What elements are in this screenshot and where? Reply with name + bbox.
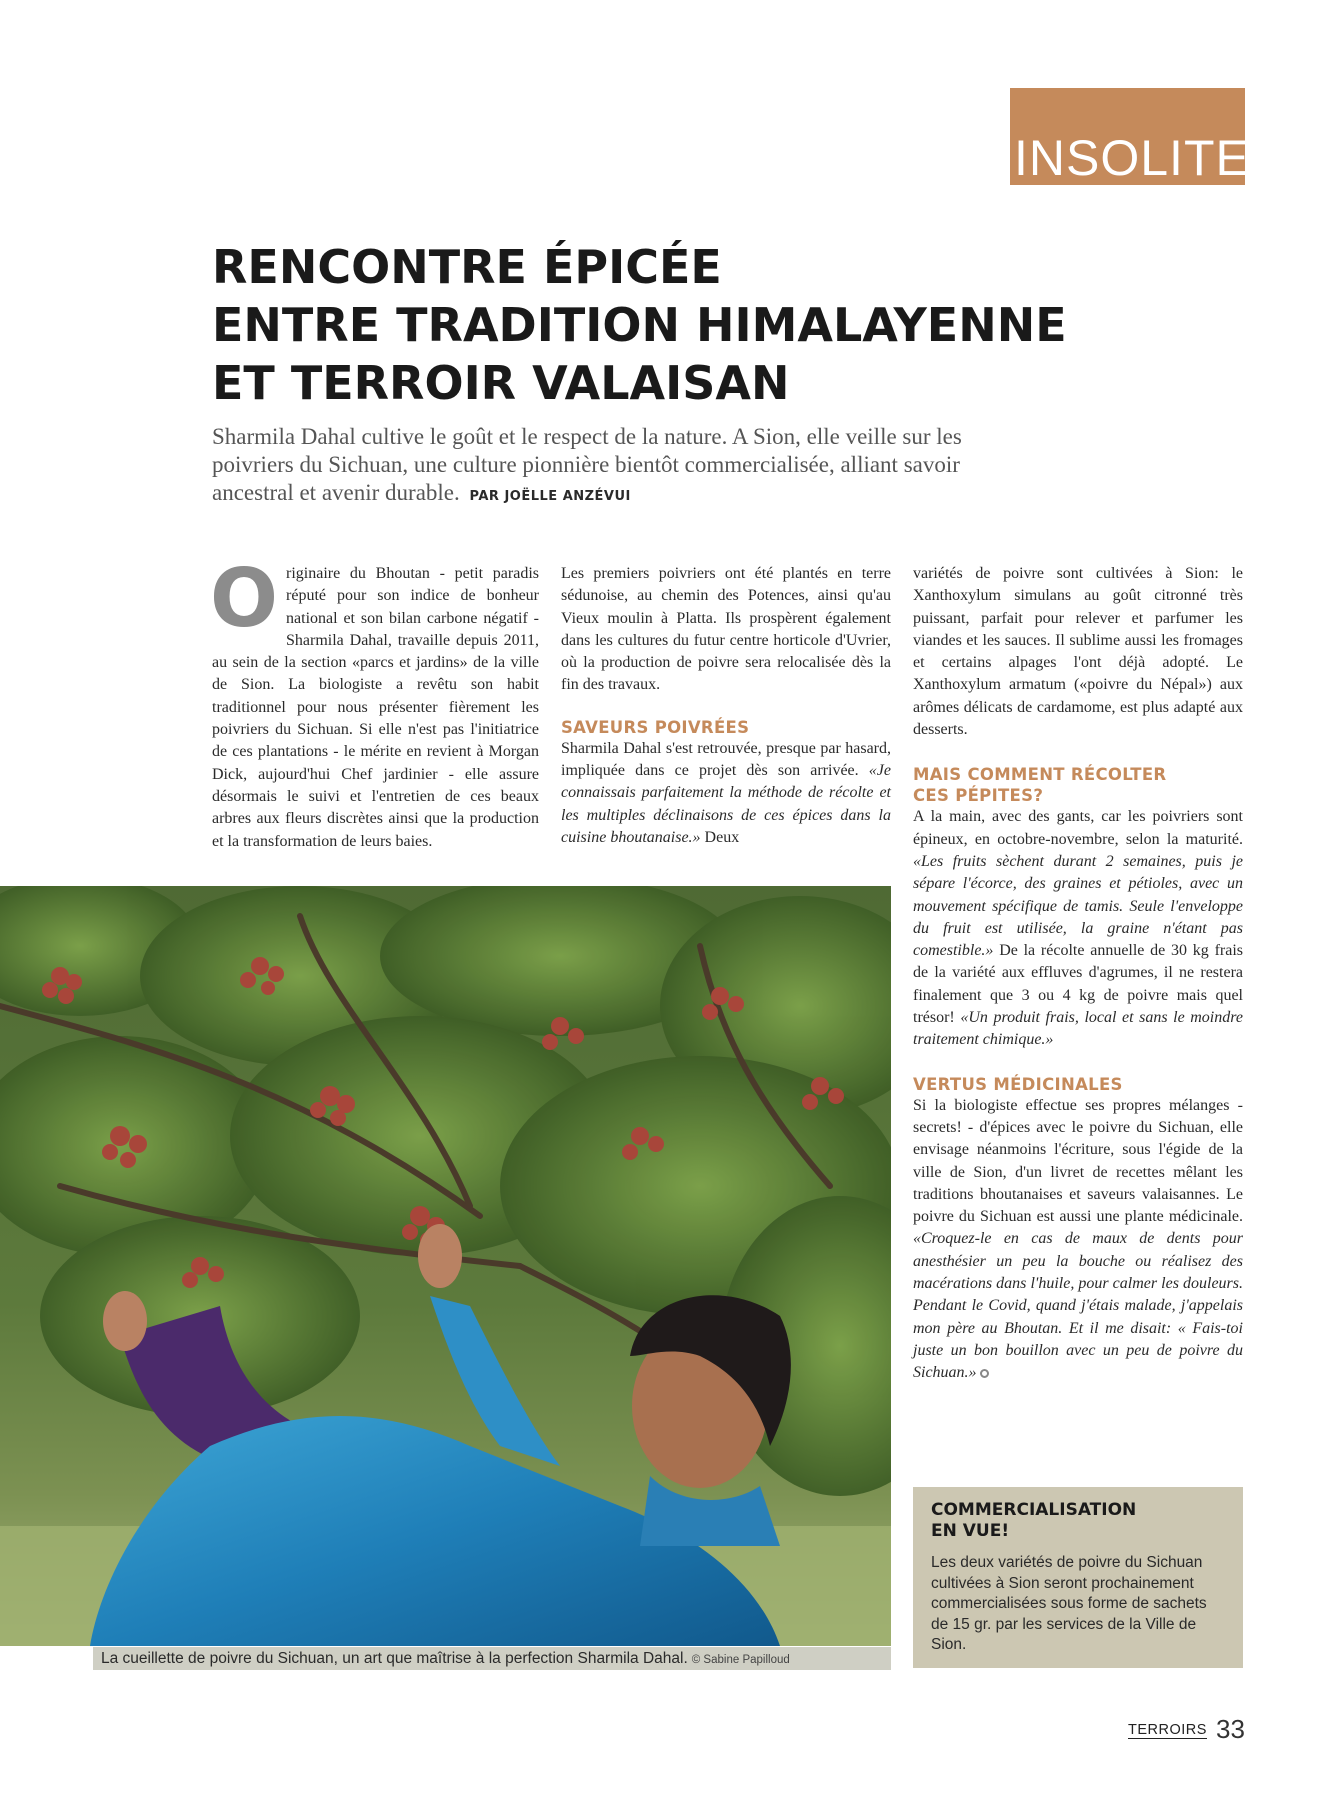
paragraph <box>913 1095 1243 1385</box>
quote: «Les fruits sèchent durant 2 semaines, puis je sépare l'écorce, des graines et pétioles, avec un mouvement spécifique de tamis. Seule l'enveloppe du fruit est utilisée, la graine n'étant pas comestible.» <box>913 852 1243 960</box>
headline-line-3: ET TERROIR VALAISAN <box>212 356 790 410</box>
photo-illustration <box>0 886 891 1646</box>
article-photo <box>0 886 891 1646</box>
quote: «Croquez-le en cas de maux de dents pour anesthésier un peu la bouche ou réalisez des macérations dans l'huile, pour calmer les douleurs. Pendant le Covid, quand j'étais malade, j'appelais mon père au Bhoutan. Et il me disait: « Fais-toi juste un bon bouillon avec un peu de poivre du Sichuan.» <box>913 1230 1243 1382</box>
sidebar-box-title <box>931 1500 1225 1542</box>
subheading-line: MAIS COMMENT RÉCOLTER <box>913 765 1167 785</box>
subheading-vertus: VERTUS MÉDICINALES <box>913 1074 1123 1094</box>
drop-cap: O <box>210 552 279 645</box>
headline <box>212 238 1212 412</box>
photo-caption <box>93 1647 891 1670</box>
magazine-brand: TERROIRS <box>1128 1722 1207 1738</box>
intro-paragraph <box>212 423 972 511</box>
sidebar-box-text: Les deux variétés de poivre du Sichuan cultivées à Sion seront prochainement commercialisées sous forme de sachets de 15 gr. par les services de la Ville de Sion. <box>931 1554 1207 1653</box>
photo-credit: © Sabine Papilloud <box>691 1654 790 1666</box>
paragraph: variétés de poivre sont cultivées à Sion: le Xanthoxylum simulans au goût citronné très puissant, parfait pour relever et parfumer les viandes et les sauces. Il sublime aussi les fromages et certains alpages l'ont déjà adopté. Le Xanthoxylum armatum («poivre du Népal») aux arômes délicats de cardamome, est plus adapté aux desserts. <box>913 565 1243 739</box>
paragraph <box>210 552 539 853</box>
page-number: 33 <box>1216 1714 1245 1744</box>
quote: «Je connaissais parfaitement la méthode de récolte et les multiples déclinaisons de ces épices dans la cuisine bhoutanaise.» <box>561 762 891 846</box>
sidebar-box-title-line: EN VUE! <box>931 1521 1010 1541</box>
intro-text: Sharmila Dahal cultive le goût et le respect de la nature. A Sion, elle veille sur les poivriers du Sichuan, une culture pionnière bientôt commercialisée, alliant savoir ancestral et avenir durable. <box>212 424 962 505</box>
paragraph: Les premiers poivriers ont été plantés en terre sédunoise, au chemin des Potences, ainsi qu'au Vieux moulin à Platta. Ils prospèrent également dans les cultures du futur centre horticole d'Uvrier, où la production de poivre sera relocalisée dès la fin des travaux. <box>561 565 891 694</box>
page-footer <box>1128 1714 1248 1750</box>
paragraph <box>561 738 891 849</box>
article-column-3 <box>913 563 1243 1385</box>
headline-line-1: RENCONTRE ÉPICÉE <box>212 240 722 294</box>
paragraph <box>913 806 1243 1051</box>
caption-text: La cueillette de poivre du Sichuan, un art que maîtrise à la perfection Sharmila Dahal. <box>101 1650 688 1667</box>
paragraph-text: riginaire du Bhoutan - petit paradis réputé pour son indice de bonheur national et son bilan carbone négatif - Sharmila Dahal, travaille depuis 2011, au sein de la section «parcs et jardins» de la ville de Sion. La biologiste a revêtu son habit traditionnel pour nous présenter fièrement les poivriers du Sichuan. Si elle n'est pas l'initiatrice de ces plantations - le mérite en revient à Morgan Dick, aujourd'hui Chef jardinier - elle assure désormais le suivi et l'entretien de ces beaux arbres aux fleurs discrètes ainsi que la production et la transformation de leurs baies. <box>212 565 539 850</box>
article-column-1 <box>210 552 539 853</box>
sidebar-box-title-line: COMMERCIALISATION <box>931 1500 1137 1520</box>
section-tag: INSOLITE <box>1014 130 1250 186</box>
paragraph-text: De la récolte annuelle de 30 kg frais de la variété aux effluves d'agrumes, il ne restera finalement que 3 ou 4 kg de poivre mais quel trésor! <box>913 942 1243 1027</box>
byline: PAR JOËLLE ANZÉVUI <box>469 489 631 504</box>
sidebar-box <box>913 1487 1243 1668</box>
paragraph-text: Sharmila Dahal s'est retrouvée, presque par hasard, impliquée dans ce projet dès son arrivée. <box>561 739 891 780</box>
subheading-line: CES PÉPITES? <box>913 786 1044 806</box>
paragraph-text: Deux <box>700 828 740 846</box>
article-column-2 <box>561 563 891 849</box>
paragraph-text: A la main, avec des gants, car les poivriers sont épineux, en octobre-novembre, selon la maturité. <box>913 808 1243 848</box>
quote: «Un produit frais, local et sans le moindre traitement chimique.» <box>913 1009 1243 1049</box>
subheading-recolter <box>913 764 1243 806</box>
headline-line-2: ENTRE TRADITION HIMALAYENNE <box>212 298 1067 352</box>
end-of-article-icon <box>980 1369 989 1378</box>
paragraph-text: Si la biologiste effectue ses propres mélanges - secrets! - d'épices avec le poivre du Sichuan, elle envisage néanmoins l'écriture, sous l'égide de la ville de Sion, d'un livret de recettes mêlant les traditions bhoutanaises et saveurs valaisannes. Le poivre du Sichuan est aussi une plante médicinale. <box>913 1096 1243 1226</box>
subheading-saveurs: SAVEURS POIVRÉES <box>561 717 750 737</box>
